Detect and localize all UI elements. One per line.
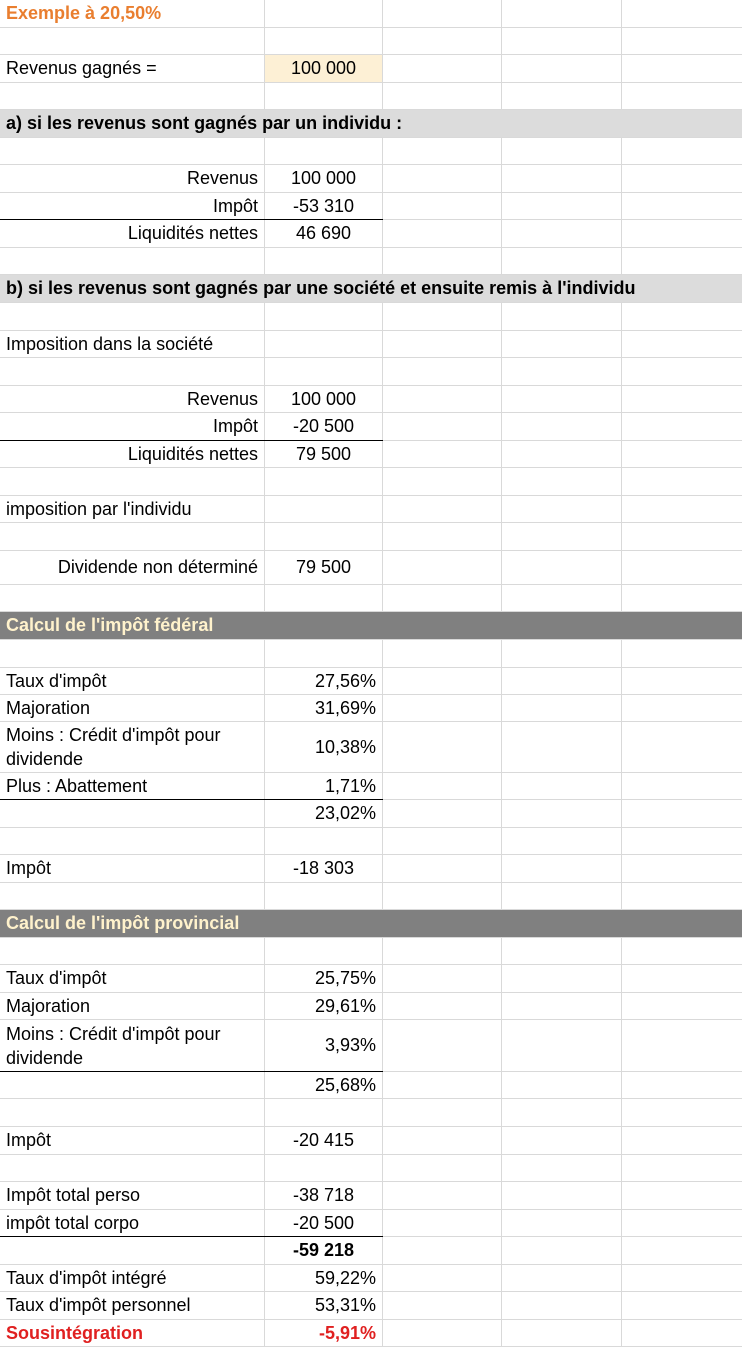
sheet-title[interactable]: Exemple à 20,50%	[0, 0, 265, 27]
table-row	[0, 800, 742, 828]
total-tax-value[interactable]: -59 218	[265, 1237, 383, 1264]
cell[interactable]	[0, 1099, 265, 1126]
empty-row	[0, 828, 742, 855]
cell[interactable]	[383, 585, 502, 611]
cell[interactable]	[0, 828, 265, 854]
federal-tax-label[interactable]: Impôt	[0, 855, 265, 882]
cell[interactable]	[502, 668, 622, 694]
table-row	[0, 1265, 742, 1292]
empty-row	[0, 1155, 742, 1182]
table-row	[0, 1237, 742, 1265]
corp-title[interactable]: Imposition dans la société	[0, 331, 265, 357]
table-row	[0, 695, 742, 722]
cell[interactable]	[265, 585, 383, 611]
cell[interactable]	[622, 1072, 742, 1098]
cell[interactable]	[502, 722, 622, 772]
cell[interactable]	[502, 358, 622, 385]
cell[interactable]	[502, 28, 622, 54]
cell[interactable]	[502, 883, 622, 909]
cell[interactable]	[265, 883, 383, 909]
cell[interactable]	[383, 855, 502, 882]
section-a-header[interactable]: a) si les revenus sont gagnés par un individu :	[0, 110, 742, 137]
income-input[interactable]: 100 000	[265, 55, 383, 82]
cell[interactable]	[265, 1099, 383, 1126]
cell[interactable]	[0, 28, 265, 54]
cell[interactable]	[265, 938, 383, 964]
cell[interactable]	[502, 828, 622, 854]
table-row	[0, 1182, 742, 1210]
cell[interactable]	[383, 1320, 502, 1346]
cell[interactable]	[265, 0, 383, 27]
row-label[interactable]: Taux d'impôt	[0, 965, 265, 992]
underintegration-label[interactable]: Sousintégration	[0, 1320, 265, 1346]
table-row	[0, 496, 742, 523]
cell[interactable]	[502, 523, 622, 550]
cell[interactable]	[622, 303, 742, 330]
sum-line	[0, 1071, 383, 1072]
cell[interactable]	[622, 965, 742, 992]
dividend-label[interactable]: Dividende non déterminé	[0, 551, 265, 584]
cell[interactable]	[383, 331, 502, 357]
corpo-value[interactable]: -20 500	[265, 1210, 383, 1236]
cell[interactable]	[502, 55, 622, 82]
cell[interactable]	[502, 640, 622, 667]
cell[interactable]	[622, 695, 742, 721]
cell[interactable]	[502, 695, 622, 721]
cell[interactable]	[502, 1072, 622, 1098]
cell[interactable]	[0, 585, 265, 611]
table-row	[0, 413, 742, 441]
cell[interactable]	[502, 855, 622, 882]
cell[interactable]	[265, 138, 383, 164]
table-row	[0, 965, 742, 993]
table-row	[0, 551, 742, 585]
cell[interactable]	[383, 28, 502, 54]
cell[interactable]	[383, 1072, 502, 1098]
personal-label[interactable]: Taux d'impôt personnel	[0, 1292, 265, 1319]
empty-row	[0, 585, 742, 612]
cell[interactable]	[502, 248, 622, 274]
cell[interactable]	[0, 800, 265, 827]
corpo-label[interactable]: impôt total corpo	[0, 1210, 265, 1236]
dividend-value[interactable]: 79 500	[265, 551, 383, 584]
cell[interactable]	[502, 386, 622, 412]
cell[interactable]	[502, 1155, 622, 1181]
table-row	[0, 386, 742, 413]
sum-line	[0, 1236, 383, 1237]
cell[interactable]	[265, 523, 383, 550]
empty-row	[0, 523, 742, 551]
cell[interactable]	[383, 668, 502, 694]
cell[interactable]	[0, 1072, 265, 1098]
cell[interactable]	[502, 220, 622, 247]
table-row	[0, 220, 742, 248]
empty-row	[0, 883, 742, 910]
cell[interactable]	[502, 138, 622, 164]
sum-line	[0, 440, 383, 441]
cell[interactable]	[265, 496, 383, 522]
table-row	[0, 1072, 742, 1099]
section-b-header[interactable]: b) si les revenus sont gagnés par une société et ensuite remis à l'individu	[0, 275, 742, 302]
row-value[interactable]: -20 500	[265, 413, 383, 440]
cell[interactable]	[622, 28, 742, 54]
table-row	[0, 193, 742, 220]
table-row	[0, 1127, 742, 1155]
cell[interactable]	[383, 358, 502, 385]
cell[interactable]	[265, 83, 383, 109]
cell[interactable]	[0, 83, 265, 109]
cell[interactable]	[265, 248, 383, 274]
cell[interactable]	[622, 938, 742, 964]
row-label[interactable]: Majoration	[0, 993, 265, 1019]
row-value[interactable]: 46 690	[265, 220, 383, 247]
cell[interactable]	[622, 83, 742, 109]
row-value[interactable]: 1,71%	[265, 773, 383, 799]
cell[interactable]	[502, 496, 622, 522]
empty-row	[0, 83, 742, 110]
cell[interactable]	[622, 441, 742, 467]
cell[interactable]	[622, 55, 742, 82]
cell[interactable]	[502, 1020, 622, 1071]
cell[interactable]	[502, 965, 622, 992]
row-label[interactable]: Liquidités nettes	[0, 220, 265, 247]
table-row	[0, 165, 742, 193]
cell[interactable]	[502, 468, 622, 495]
cell[interactable]	[383, 248, 502, 274]
cell[interactable]	[622, 165, 742, 192]
cell[interactable]	[383, 551, 502, 584]
cell[interactable]	[0, 523, 265, 550]
cell[interactable]	[622, 0, 742, 27]
cell[interactable]	[622, 1182, 742, 1209]
cell[interactable]	[502, 1099, 622, 1126]
cell[interactable]	[502, 585, 622, 611]
cell[interactable]	[622, 585, 742, 611]
cell[interactable]	[622, 1155, 742, 1181]
table-row	[0, 1020, 742, 1072]
cell[interactable]	[622, 993, 742, 1019]
row-value[interactable]: 25,75%	[265, 965, 383, 992]
row-label[interactable]: Impôt	[0, 413, 265, 440]
row-label[interactable]: Revenus	[0, 386, 265, 412]
empty-row	[0, 640, 742, 668]
cell[interactable]	[265, 358, 383, 385]
cell[interactable]	[383, 1265, 502, 1291]
table-row	[0, 855, 742, 883]
cell[interactable]	[502, 1210, 622, 1236]
row-label[interactable]: Revenus	[0, 165, 265, 192]
cell[interactable]	[383, 1155, 502, 1181]
row-value[interactable]: 100 000	[265, 386, 383, 412]
table-row	[0, 1292, 742, 1320]
cell[interactable]	[265, 828, 383, 854]
cell[interactable]	[0, 640, 265, 667]
integrated-label[interactable]: Taux d'impôt intégré	[0, 1265, 265, 1291]
cell[interactable]	[383, 993, 502, 1019]
underintegration-value[interactable]: -5,91%	[265, 1320, 383, 1346]
cell[interactable]	[622, 1265, 742, 1291]
cell[interactable]	[383, 965, 502, 992]
cell[interactable]	[383, 165, 502, 192]
cell[interactable]	[502, 993, 622, 1019]
cell[interactable]	[0, 303, 265, 330]
provincial-header[interactable]: Calcul de l'impôt provincial	[0, 910, 742, 937]
cell[interactable]	[622, 1099, 742, 1126]
cell[interactable]	[502, 193, 622, 219]
section-b-header-row	[0, 275, 742, 303]
cell[interactable]	[622, 413, 742, 440]
row-label[interactable]: Plus : Abattement	[0, 773, 265, 799]
cell[interactable]	[383, 303, 502, 330]
section-a-header-row	[0, 110, 742, 138]
cell[interactable]	[622, 722, 742, 772]
cell[interactable]	[383, 1099, 502, 1126]
cell[interactable]	[502, 1182, 622, 1209]
empty-row	[0, 938, 742, 965]
row-label[interactable]: Majoration	[0, 695, 265, 721]
input-row	[0, 55, 742, 83]
personal-value[interactable]: 53,31%	[265, 1292, 383, 1319]
cell[interactable]	[622, 331, 742, 357]
provincial-header-row	[0, 910, 742, 938]
cell[interactable]	[383, 800, 502, 827]
cell[interactable]	[0, 1237, 265, 1264]
row-value[interactable]: 79 500	[265, 441, 383, 467]
cell[interactable]	[383, 938, 502, 964]
cell[interactable]	[383, 0, 502, 27]
cell[interactable]	[383, 413, 502, 440]
cell[interactable]	[383, 883, 502, 909]
cell[interactable]	[383, 496, 502, 522]
cell[interactable]	[502, 1320, 622, 1346]
cell[interactable]	[622, 883, 742, 909]
federal-subtotal[interactable]: 23,02%	[265, 800, 383, 827]
row-value[interactable]: 10,38%	[265, 722, 383, 772]
cell[interactable]	[383, 773, 502, 799]
cell[interactable]	[502, 83, 622, 109]
empty-row	[0, 303, 742, 331]
cell[interactable]	[622, 668, 742, 694]
row-label[interactable]: Impôt	[0, 193, 265, 219]
cell[interactable]	[0, 468, 265, 495]
cell[interactable]	[502, 413, 622, 440]
cell[interactable]	[383, 386, 502, 412]
provincial-tax-label[interactable]: Impôt	[0, 1127, 265, 1154]
row-label[interactable]: Taux d'impôt	[0, 668, 265, 694]
empty-row	[0, 468, 742, 496]
income-label[interactable]: Revenus gagnés =	[0, 55, 265, 82]
cell[interactable]	[622, 1020, 742, 1071]
cell[interactable]	[265, 28, 383, 54]
cell[interactable]	[622, 523, 742, 550]
title-row	[0, 0, 742, 28]
row-value[interactable]: 3,93%	[265, 1020, 383, 1071]
cell[interactable]	[383, 1182, 502, 1209]
cell[interactable]	[502, 1127, 622, 1154]
cell[interactable]	[502, 938, 622, 964]
cell[interactable]	[383, 828, 502, 854]
cell[interactable]	[0, 248, 265, 274]
cell[interactable]	[383, 1210, 502, 1236]
cell[interactable]	[622, 640, 742, 667]
sum-line	[0, 799, 383, 800]
row-value[interactable]: 27,56%	[265, 668, 383, 694]
cell[interactable]	[502, 0, 622, 27]
cell[interactable]	[502, 1237, 622, 1264]
cell[interactable]	[502, 551, 622, 584]
cell[interactable]	[502, 800, 622, 827]
cell[interactable]	[622, 1127, 742, 1154]
cell[interactable]	[502, 165, 622, 192]
empty-row	[0, 138, 742, 165]
cell[interactable]	[383, 1237, 502, 1264]
table-row	[0, 1320, 742, 1347]
cell[interactable]	[622, 386, 742, 412]
cell[interactable]	[622, 468, 742, 495]
sum-line	[0, 219, 383, 220]
cell[interactable]	[622, 800, 742, 827]
cell[interactable]	[622, 193, 742, 219]
empty-row	[0, 358, 742, 386]
cell[interactable]	[383, 83, 502, 109]
row-label[interactable]: Liquidités nettes	[0, 441, 265, 467]
cell[interactable]	[502, 1265, 622, 1291]
cell[interactable]	[383, 441, 502, 467]
cell[interactable]	[0, 883, 265, 909]
table-row	[0, 1210, 742, 1237]
cell[interactable]	[265, 303, 383, 330]
cell[interactable]	[0, 358, 265, 385]
cell[interactable]	[622, 358, 742, 385]
cell[interactable]	[502, 441, 622, 467]
federal-header-row	[0, 612, 742, 640]
federal-header[interactable]: Calcul de l'impôt fédéral	[0, 612, 742, 639]
cell[interactable]	[622, 828, 742, 854]
perso-label[interactable]: Impôt total perso	[0, 1182, 265, 1209]
cell[interactable]	[265, 640, 383, 667]
empty-row	[0, 1099, 742, 1127]
cell[interactable]	[0, 138, 265, 164]
provincial-tax-value[interactable]: -20 415	[265, 1127, 383, 1154]
cell[interactable]	[622, 1292, 742, 1319]
cell[interactable]	[622, 220, 742, 247]
cell[interactable]	[622, 1320, 742, 1346]
table-row	[0, 722, 742, 773]
cell[interactable]	[622, 773, 742, 799]
cell[interactable]	[502, 303, 622, 330]
empty-row	[0, 28, 742, 55]
cell[interactable]	[383, 1292, 502, 1319]
cell[interactable]	[383, 468, 502, 495]
table-row	[0, 331, 742, 358]
cell[interactable]	[502, 773, 622, 799]
cell[interactable]	[622, 1237, 742, 1264]
integrated-value[interactable]: 59,22%	[265, 1265, 383, 1291]
cell[interactable]	[383, 695, 502, 721]
cell[interactable]	[383, 1020, 502, 1071]
cell[interactable]	[383, 220, 502, 247]
row-label[interactable]: Moins : Crédit d'impôt pour dividende	[0, 722, 265, 772]
cell[interactable]	[622, 551, 742, 584]
cell[interactable]	[383, 138, 502, 164]
cell[interactable]	[265, 468, 383, 495]
cell[interactable]	[383, 523, 502, 550]
cell[interactable]	[0, 1155, 265, 1181]
cell[interactable]	[622, 496, 742, 522]
cell[interactable]	[622, 855, 742, 882]
cell[interactable]	[383, 193, 502, 219]
cell[interactable]	[622, 138, 742, 164]
row-value[interactable]: 31,69%	[265, 695, 383, 721]
cell[interactable]	[265, 1155, 383, 1181]
federal-tax-value[interactable]: -18 303	[265, 855, 383, 882]
row-value[interactable]: 29,61%	[265, 993, 383, 1019]
cell[interactable]	[502, 331, 622, 357]
cell[interactable]	[383, 640, 502, 667]
table-row	[0, 668, 742, 695]
cell[interactable]	[0, 938, 265, 964]
cell[interactable]	[383, 55, 502, 82]
table-row	[0, 773, 742, 800]
indiv-title[interactable]: imposition par l'individu	[0, 496, 265, 522]
cell[interactable]	[265, 331, 383, 357]
provincial-subtotal[interactable]: 25,68%	[265, 1072, 383, 1098]
table-row	[0, 441, 742, 468]
perso-value[interactable]: -38 718	[265, 1182, 383, 1209]
cell[interactable]	[622, 248, 742, 274]
cell[interactable]	[502, 1292, 622, 1319]
table-row	[0, 993, 742, 1020]
empty-row	[0, 248, 742, 275]
cell[interactable]	[383, 722, 502, 772]
cell[interactable]	[622, 1210, 742, 1236]
row-value[interactable]: 100 000	[265, 165, 383, 192]
cell[interactable]	[383, 1127, 502, 1154]
row-value[interactable]: -53 310	[265, 193, 383, 219]
row-label[interactable]: Moins : Crédit d'impôt pour dividende	[0, 1020, 265, 1071]
